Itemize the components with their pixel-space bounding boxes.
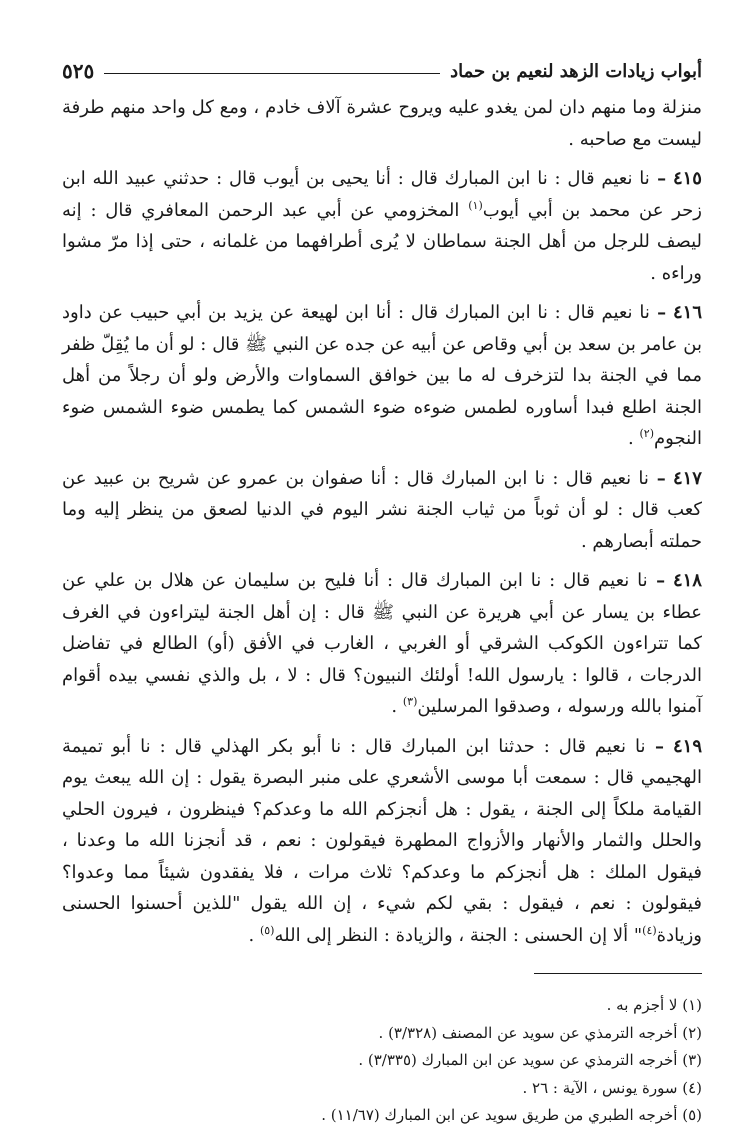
hadith-415: [62, 163, 702, 289]
page-number: ٥٢٥: [62, 59, 95, 83]
footnote-ref[interactable]: (٥): [259, 923, 275, 937]
footnote-rule: [534, 973, 702, 974]
footnote-ref[interactable]: (٢): [639, 427, 655, 440]
book-title: أبواب زيادات الزهد لنعيم بن حماد: [450, 60, 702, 82]
paragraph-continuation: [62, 92, 702, 155]
footnote-2: (٢) أخرجه الترمذي عن سويد عن المصنف (٣/٣٢٨) .: [378, 1023, 702, 1042]
hadith-text: نا نعيم قال : نا ابن المبارك قال : أنا صفوان بن عمرو عن شريح بن عبيد عن كعب قال : لو أن ثوباً من ثياب الجنة نشر اليوم في الدنيا لصعق من ينظر إليه وما حملته أبصارهم .: [62, 467, 702, 552]
footnote-ref[interactable]: (١): [468, 198, 483, 212]
hadith-419: [62, 731, 702, 952]
hadith-text-cont: " ألا إن الحسنى : الجنة ، والزيادة : النظر إلى الله: [274, 924, 643, 946]
hadith-number: ٤١٥: [672, 168, 702, 189]
footnote-5: (٥) أخرجه الطبري من طريق سويد عن ابن المبارك (١١/٦٧) .: [321, 1106, 702, 1124]
header-rule: [104, 73, 440, 74]
hadith-dash: –: [648, 467, 666, 489]
hadith-dash: –: [649, 302, 667, 323]
body-text: [62, 92, 702, 951]
hadith-number: ٤١٦: [672, 302, 702, 323]
hadith-text-cont: .: [628, 428, 640, 449]
hadith-418: [62, 565, 702, 723]
hadith-text-cont: المخزومي عن أبي عبد الرحمن المعافري قال : إنه ليصف للرجل من أهل الجنة سماطان لا يُرى أطرافهما من غلمانه ، حتى إذا مرّ مشوا وراءه .: [62, 199, 702, 284]
footnote-4: (٤) سورة يونس ، الآية : ٢٦ .: [522, 1078, 702, 1097]
footnote-ref[interactable]: (٤): [642, 923, 657, 937]
running-header: [62, 56, 702, 86]
footnote-1: (١) لا أجزم به .: [606, 996, 702, 1014]
hadith-text-cont: .: [391, 696, 403, 717]
hadith-text: نا نعيم قال : حدثنا ابن المبارك قال : نا أبو بكر الهذلي قال : نا أبو تميمة الهجيمي قال : سمعت أبا موسى الأشعري على منبر البصرة يقول : إن الله يبعث يوم القيامة ملكاً إلى الجنة ، يقول : هل أنجزكم الله ما وعدكم؟ فينظرون ، فيرون الحلي والحلل والثمار والأنهار والأزواج المطهرة فيقولون : نعم ، قد أنجزنا الله ما وعدنا ، فيقول الملك : هل أنجزكم ما وعدكم؟ ثلاث مرات ، فلا يفقدون شيئاً مما وعدوا؟ فيقولون : نعم ، فيقول : بقي لكم شيء ، إن الله يقول "للذين أحسنوا الحسنى وزيادة: [62, 735, 702, 946]
hadith-text: نا نعيم قال : نا ابن المبارك قال : أنا ابن لهيعة عن يزيد بن أبي حبيب عن داود بن عامر بن سعد بن أبي وقاص عن أبيه عن جده عن النبي ﷺ قال : لو أن ما يُقِلّ ظفر مما في الجنة بدا لتزخرف له ما بين خوافق السماوات والأرض ولو أن رجلاً من أهل الجنة اطلع فبدا أساوره لطمس ضوءه ضوء الشمس كما يطمس ضوء الشمس ضوء النجوم: [62, 302, 702, 449]
hadith-417: [62, 463, 702, 558]
hadith-416: [62, 297, 702, 455]
footnote-ref[interactable]: (٣): [402, 695, 418, 708]
document-page: [62, 56, 702, 1130]
footnote-3: (٣) أخرجه الترمذي عن سويد عن ابن المبارك (٣/٣٣٥) .: [358, 1051, 702, 1069]
hadith-text-end: .: [248, 924, 260, 946]
hadith-number: ٤١٩: [672, 735, 702, 757]
hadith-dash: –: [649, 168, 667, 189]
hadith-number: ٤١٨: [672, 570, 702, 591]
paragraph-text: منزلة وما منهم دان لمن يغدو عليه ويروح عشرة آلاف خادم ، ومع كل واحد منهم طرفة ليست مع صاحبه .: [62, 97, 702, 150]
hadith-text: نا نعيم قال : نا ابن المبارك قال : أنا فليح بن سليمان عن هلال بن علي عن عطاء بن يسار عن أبي هريرة عن النبي ﷺ قال : إن أهل الجنة ليتراءون في الغرف كما تتراءون الكوكب الشرقي أو الغربي ، الغارب في الأفق (أو) الطالع في تفاضل الدرجات ، قالوا : يارسول الله! أولئك النبيون؟ قال : لا ، بل والذي نفسي بيده أقوام آمنوا بالله ورسوله ، وصدقوا المرسلين: [62, 570, 702, 717]
hadith-number: ٤١٧: [672, 467, 702, 489]
hadith-text: نا نعيم قال : نا ابن المبارك قال : أنا يحيى بن أيوب قال : حدثني عبيد الله ابن زحر عن محمد بن أبي أيوب: [62, 168, 702, 221]
hadith-dash: –: [645, 735, 664, 757]
hadith-dash: –: [647, 570, 666, 591]
